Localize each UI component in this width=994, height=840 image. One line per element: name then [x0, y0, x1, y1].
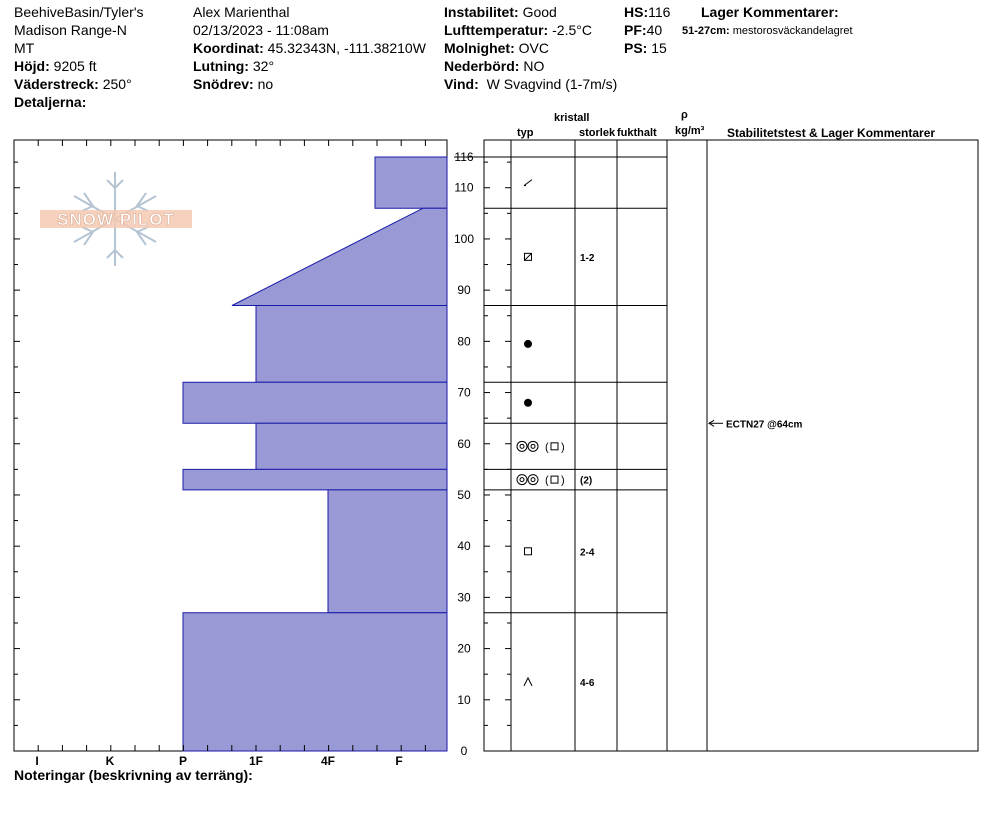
grain-symbols	[517, 180, 565, 686]
aspect-value: 250°	[102, 76, 132, 92]
drift-value: no	[257, 76, 274, 92]
hardness-label: P	[178, 754, 188, 768]
depth-label: 80	[457, 334, 471, 349]
stability-value: Good	[522, 4, 557, 20]
slope-value: 32°	[252, 58, 275, 74]
depth-label: 100	[453, 231, 475, 246]
rounded-icon	[525, 340, 532, 347]
col-size: storlek	[579, 127, 616, 139]
melt-icon-a	[517, 441, 527, 451]
location-line-1: BeehiveBasin/Tyler's	[14, 4, 144, 20]
depth-label: 0	[460, 744, 468, 758]
grain-size-5: (2)	[580, 475, 593, 487]
grain-symbol-5	[517, 475, 565, 487]
stability-label: Instabilitet:	[444, 4, 519, 20]
hardness-label: F	[395, 754, 403, 768]
hardness-layer-4	[256, 423, 447, 469]
depth-label: 90	[457, 283, 471, 298]
hardness-profile	[183, 157, 447, 751]
depth-label: 20	[457, 641, 471, 656]
decomposing-icon	[524, 180, 532, 186]
stability-label-0: ECTN27 @64cm	[726, 419, 803, 431]
hardness-layer-7	[183, 613, 447, 751]
precip-label: Nederbörd:	[444, 58, 520, 74]
rounded-icon	[525, 399, 532, 406]
col-density-unit: kg/m³	[675, 125, 705, 137]
depth-hoar-icon	[524, 678, 532, 686]
grain-symbol-7	[524, 678, 532, 686]
grain-size-1: 1-2	[580, 252, 595, 264]
hardness-left-ticks	[14, 162, 20, 751]
depth-axis-labels	[454, 150, 474, 758]
layer-comment-range: 51-27cm:	[682, 25, 730, 37]
sky-label: Molnighet:	[444, 40, 515, 56]
faceted-icon	[551, 443, 558, 450]
hardness-label: I	[35, 754, 39, 768]
precip-value: NO	[523, 58, 545, 74]
faceted-icon	[551, 476, 558, 483]
grain-symbol-3	[525, 399, 532, 406]
table-depth-ticks	[484, 162, 511, 751]
faceted-icon	[525, 548, 532, 555]
hardness-layer-1	[232, 208, 447, 305]
grain-symbol-6	[525, 548, 532, 555]
grain-sizes	[580, 253, 595, 689]
hardness-axis-labels	[35, 754, 402, 768]
hardness-label: 1F	[248, 754, 264, 768]
hs-value: 116	[648, 4, 671, 20]
melt-icon-b	[528, 441, 538, 451]
col-stability-comments: Stabilitetstest & Lager Kommentarer	[727, 126, 936, 140]
layer-comments-title: Lager Kommentarer:	[701, 4, 839, 20]
depth-label: 10	[457, 692, 471, 707]
depth-label: 40	[457, 539, 471, 554]
drift-label: Snödrev:	[193, 76, 254, 92]
pf-value: 40	[646, 22, 663, 38]
ps-value: 15	[651, 40, 667, 56]
elevation-value: 9205 ft	[53, 58, 97, 74]
melt-icon-a	[517, 475, 527, 485]
wind-value: W Svagvind (1-7m/s)	[486, 76, 618, 92]
notes-label: Noteringar (beskrivning av terräng):	[14, 767, 253, 783]
grain-symbol-1	[525, 253, 532, 260]
layer-comment-text: mestorosväckandelagret	[732, 25, 853, 37]
hardness-layer-3	[183, 382, 447, 423]
logo-text: SNOW PILOT	[57, 210, 175, 229]
depth-label: 70	[457, 385, 471, 400]
col-crystal: kristall	[554, 112, 590, 124]
stability-tests	[709, 419, 803, 430]
melt-paren-close: )	[561, 441, 565, 454]
wind-label: Vind:	[444, 76, 479, 92]
grain-size-6: 2-4	[580, 547, 595, 559]
observer: Alex Marienthal	[193, 4, 290, 20]
aspect-label: Väderstreck:	[14, 76, 99, 92]
melt-icon-b	[528, 475, 538, 485]
hardness-layer-0	[375, 157, 447, 208]
hardness-layer-2	[256, 306, 447, 383]
melt-paren-close: )	[561, 474, 565, 487]
depth-label: 30	[457, 590, 471, 605]
hardness-label: K	[105, 754, 115, 768]
hs-label: HS:	[624, 4, 649, 20]
hardness-top-ticks	[14, 140, 425, 146]
hardness-layer-6	[328, 490, 447, 613]
coord-value: 45.32343N, -111.38210W	[267, 40, 426, 56]
airtemp-label: Lufttemperatur:	[444, 22, 549, 38]
melt-icon-b-inner	[531, 478, 535, 482]
col-rho: ρ	[681, 109, 688, 121]
elevation-label: Höjd:	[14, 58, 50, 74]
melt-paren-open: (	[545, 441, 549, 454]
melt-icon-a-inner	[520, 444, 524, 448]
hardness-label: 4F	[320, 754, 336, 768]
airtemp-value: -2.5°C	[552, 22, 592, 38]
melt-paren-open: (	[545, 474, 549, 487]
slope-label: Lutning:	[193, 58, 249, 74]
col-type: typ	[517, 127, 534, 139]
depth-label: 50	[457, 487, 471, 502]
col-moisture: fukthalt	[617, 127, 657, 139]
depth-label: 110	[454, 180, 474, 195]
location-line-3: MT	[14, 40, 35, 56]
grain-size-7: 4-6	[580, 677, 595, 689]
grain-symbol-4	[517, 441, 565, 453]
rounding-slash	[525, 253, 532, 260]
depth-label: 116	[454, 150, 474, 164]
details-label: Detaljerna:	[14, 94, 87, 110]
datetime: 02/13/2023 - 11:08am	[193, 22, 329, 38]
coord-label: Koordinat:	[193, 40, 264, 56]
sky-value: OVC	[518, 40, 549, 56]
ps-label: PS:	[624, 40, 648, 56]
location-line-2: Madison Range-N	[14, 22, 127, 38]
grain-symbol-2	[525, 340, 532, 347]
pf-label: PF:	[624, 22, 647, 38]
depth-label: 60	[457, 436, 471, 451]
melt-icon-a-inner	[520, 478, 524, 482]
hardness-layer-5	[183, 469, 447, 489]
grain-symbol-0	[524, 180, 532, 186]
melt-icon-b-inner	[531, 444, 535, 448]
